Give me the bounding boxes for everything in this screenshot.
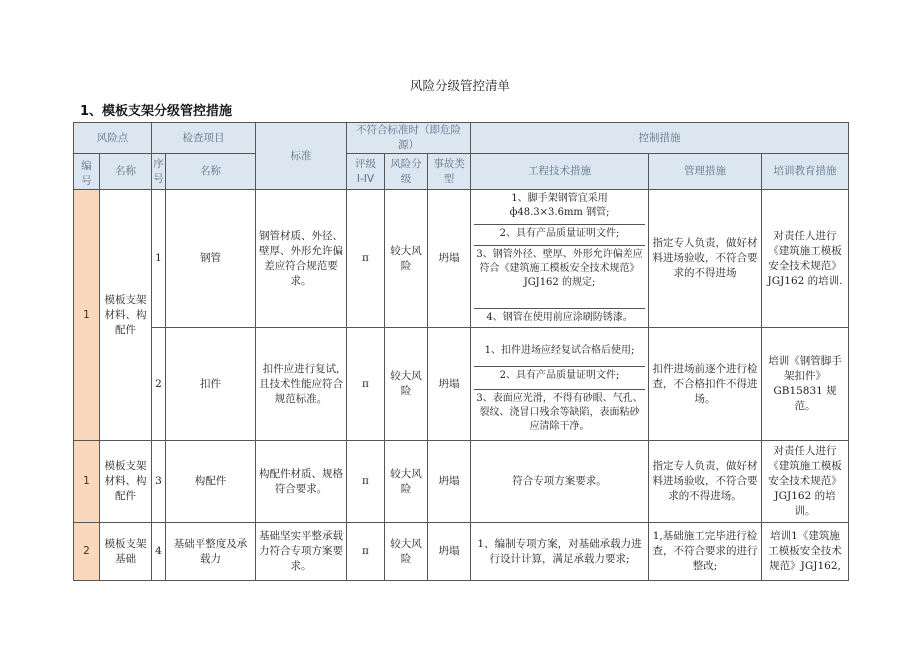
header-risk-point: 风险点 — [74, 123, 152, 154]
header-row-1 — [74, 123, 849, 154]
header-engineering: 工程技术措施 — [471, 154, 649, 190]
risk-control-table — [73, 122, 849, 581]
item-standard: 基础坚实平整承载力符合专项方案要求。 — [256, 523, 347, 581]
table-row — [74, 441, 849, 523]
section-title: 1、模板支架分级管控措施 — [80, 104, 233, 119]
item-name: 构配件 — [166, 441, 256, 523]
item-accident: 坍塌 — [428, 441, 471, 523]
engineering-measure: 3、钢管外径、壁厚、外形允许偏差应符合《建筑施工模板安全技术规范》JGJ162 的规定; — [474, 246, 645, 309]
item-accident: 坍塌 — [428, 523, 471, 581]
item-seq: 1 — [152, 190, 166, 328]
risk-number: 1 — [74, 190, 100, 441]
header-training: 培训教育措施 — [762, 154, 849, 190]
item-grade: π — [347, 523, 385, 581]
training-measure: 对责任人进行《建筑施工模板安全技术规范》JGJ162 的培训. — [762, 190, 849, 328]
engineering-measure: 1、扣件进场应经复试合格后使用; — [474, 328, 645, 367]
header-standard: 标准 — [256, 123, 347, 190]
header-item-name: 名称 — [166, 154, 256, 190]
management-measure: 扣件进场前逐个进行检查，不合格扣件不得进场。 — [649, 328, 762, 441]
training-measure: 培训1《建筑施工模板安全技术规范》JGJ162, — [762, 523, 849, 581]
item-seq: 3 — [152, 441, 166, 523]
item-standard: 扣件应进行复试,且技术性能应符合规范标准。 — [256, 328, 347, 441]
header-name: 名称 — [100, 154, 152, 190]
management-measure: 1,基础施工完毕进行检查，不符合要求的进行整改; — [649, 523, 762, 581]
header-accident-type: 事故类型 — [428, 154, 471, 190]
header-nonconform: 不符合标准时（即危险源） — [347, 123, 471, 154]
risk-name: 模板支架材料、构配件 — [100, 441, 152, 523]
item-grade: π — [347, 190, 385, 328]
header-num: 编号 — [74, 154, 100, 190]
item-grade: π — [347, 328, 385, 441]
management-measure: 指定专人负责，做好材料进场验收，不符合要求的不得进场 — [649, 190, 762, 328]
engineering-measure: 1、编制专项方案，对基础承载力进行设计计算，满足承载力要求; — [471, 523, 649, 581]
item-accident: 坍塌 — [428, 190, 471, 328]
header-check-item: 检查项目 — [152, 123, 256, 154]
item-seq: 2 — [152, 328, 166, 441]
item-risk-grade: 较大风险 — [385, 190, 428, 328]
training-measure: 对责任人进行《建筑施工模板安全技术规范》JGJ162 的培训。 — [762, 441, 849, 523]
item-standard: 钢管材质、外径、壁厚、外形允许偏差应符合规范要求。 — [256, 190, 347, 328]
engineering-measure: 符合专项方案要求。 — [471, 441, 649, 523]
header-row-2 — [74, 154, 849, 190]
risk-name: 模板支架材料、构配件 — [100, 190, 152, 441]
engineering-measure: 4、钢管在使用前应涂刷防锈漆。 — [486, 312, 633, 323]
header-seq: 序号 — [152, 154, 166, 190]
item-risk-grade: 较大风险 — [385, 328, 428, 441]
item-risk-grade: 较大风险 — [385, 523, 428, 581]
training-measure: 培训《钢管脚手架扣件》GB15831 规范。 — [762, 328, 849, 441]
engineering-measures — [471, 328, 649, 441]
header-management: 管理措施 — [649, 154, 762, 190]
item-name: 扣件 — [166, 328, 256, 441]
item-risk-grade: 较大风险 — [385, 441, 428, 523]
item-name: 基础平整度及承载力 — [166, 523, 256, 581]
table-row — [74, 523, 849, 581]
table-row — [74, 328, 849, 441]
risk-name: 模板支架基础 — [100, 523, 152, 581]
engineering-measure: 2、具有产品质量证明文件; — [474, 225, 645, 246]
item-seq: 4 — [152, 523, 166, 581]
engineering-measure: 2、具有产品质量证明文件; — [474, 367, 645, 390]
engineering-measure: 3、表面应光滑，不得有砂眼、气孔、裂纹、浇冒口残余等缺陷，表面粘砂应清除干净。 — [476, 393, 643, 432]
header-control: 控制措施 — [471, 123, 849, 154]
item-grade: π — [347, 441, 385, 523]
document-title: 风险分级管控清单 — [409, 78, 510, 93]
risk-number: 2 — [74, 523, 100, 581]
management-measure: 指定专人负责，做好材料进场验收，不符合要求的不得进场。 — [649, 441, 762, 523]
risk-number: 1 — [74, 441, 100, 523]
engineering-measures — [471, 190, 649, 328]
table-row — [74, 190, 849, 328]
header-grade: 评级 I-IV — [347, 154, 385, 190]
item-accident: 坍塌 — [428, 328, 471, 441]
item-standard: 构配件材质、规格符合要求。 — [256, 441, 347, 523]
header-risk-grade: 风险分级 — [385, 154, 428, 190]
engineering-measure: 1、脚手架钢管宜采用 ф48.3×3.6mm 钢管; — [474, 190, 645, 225]
item-name: 钢管 — [166, 190, 256, 328]
